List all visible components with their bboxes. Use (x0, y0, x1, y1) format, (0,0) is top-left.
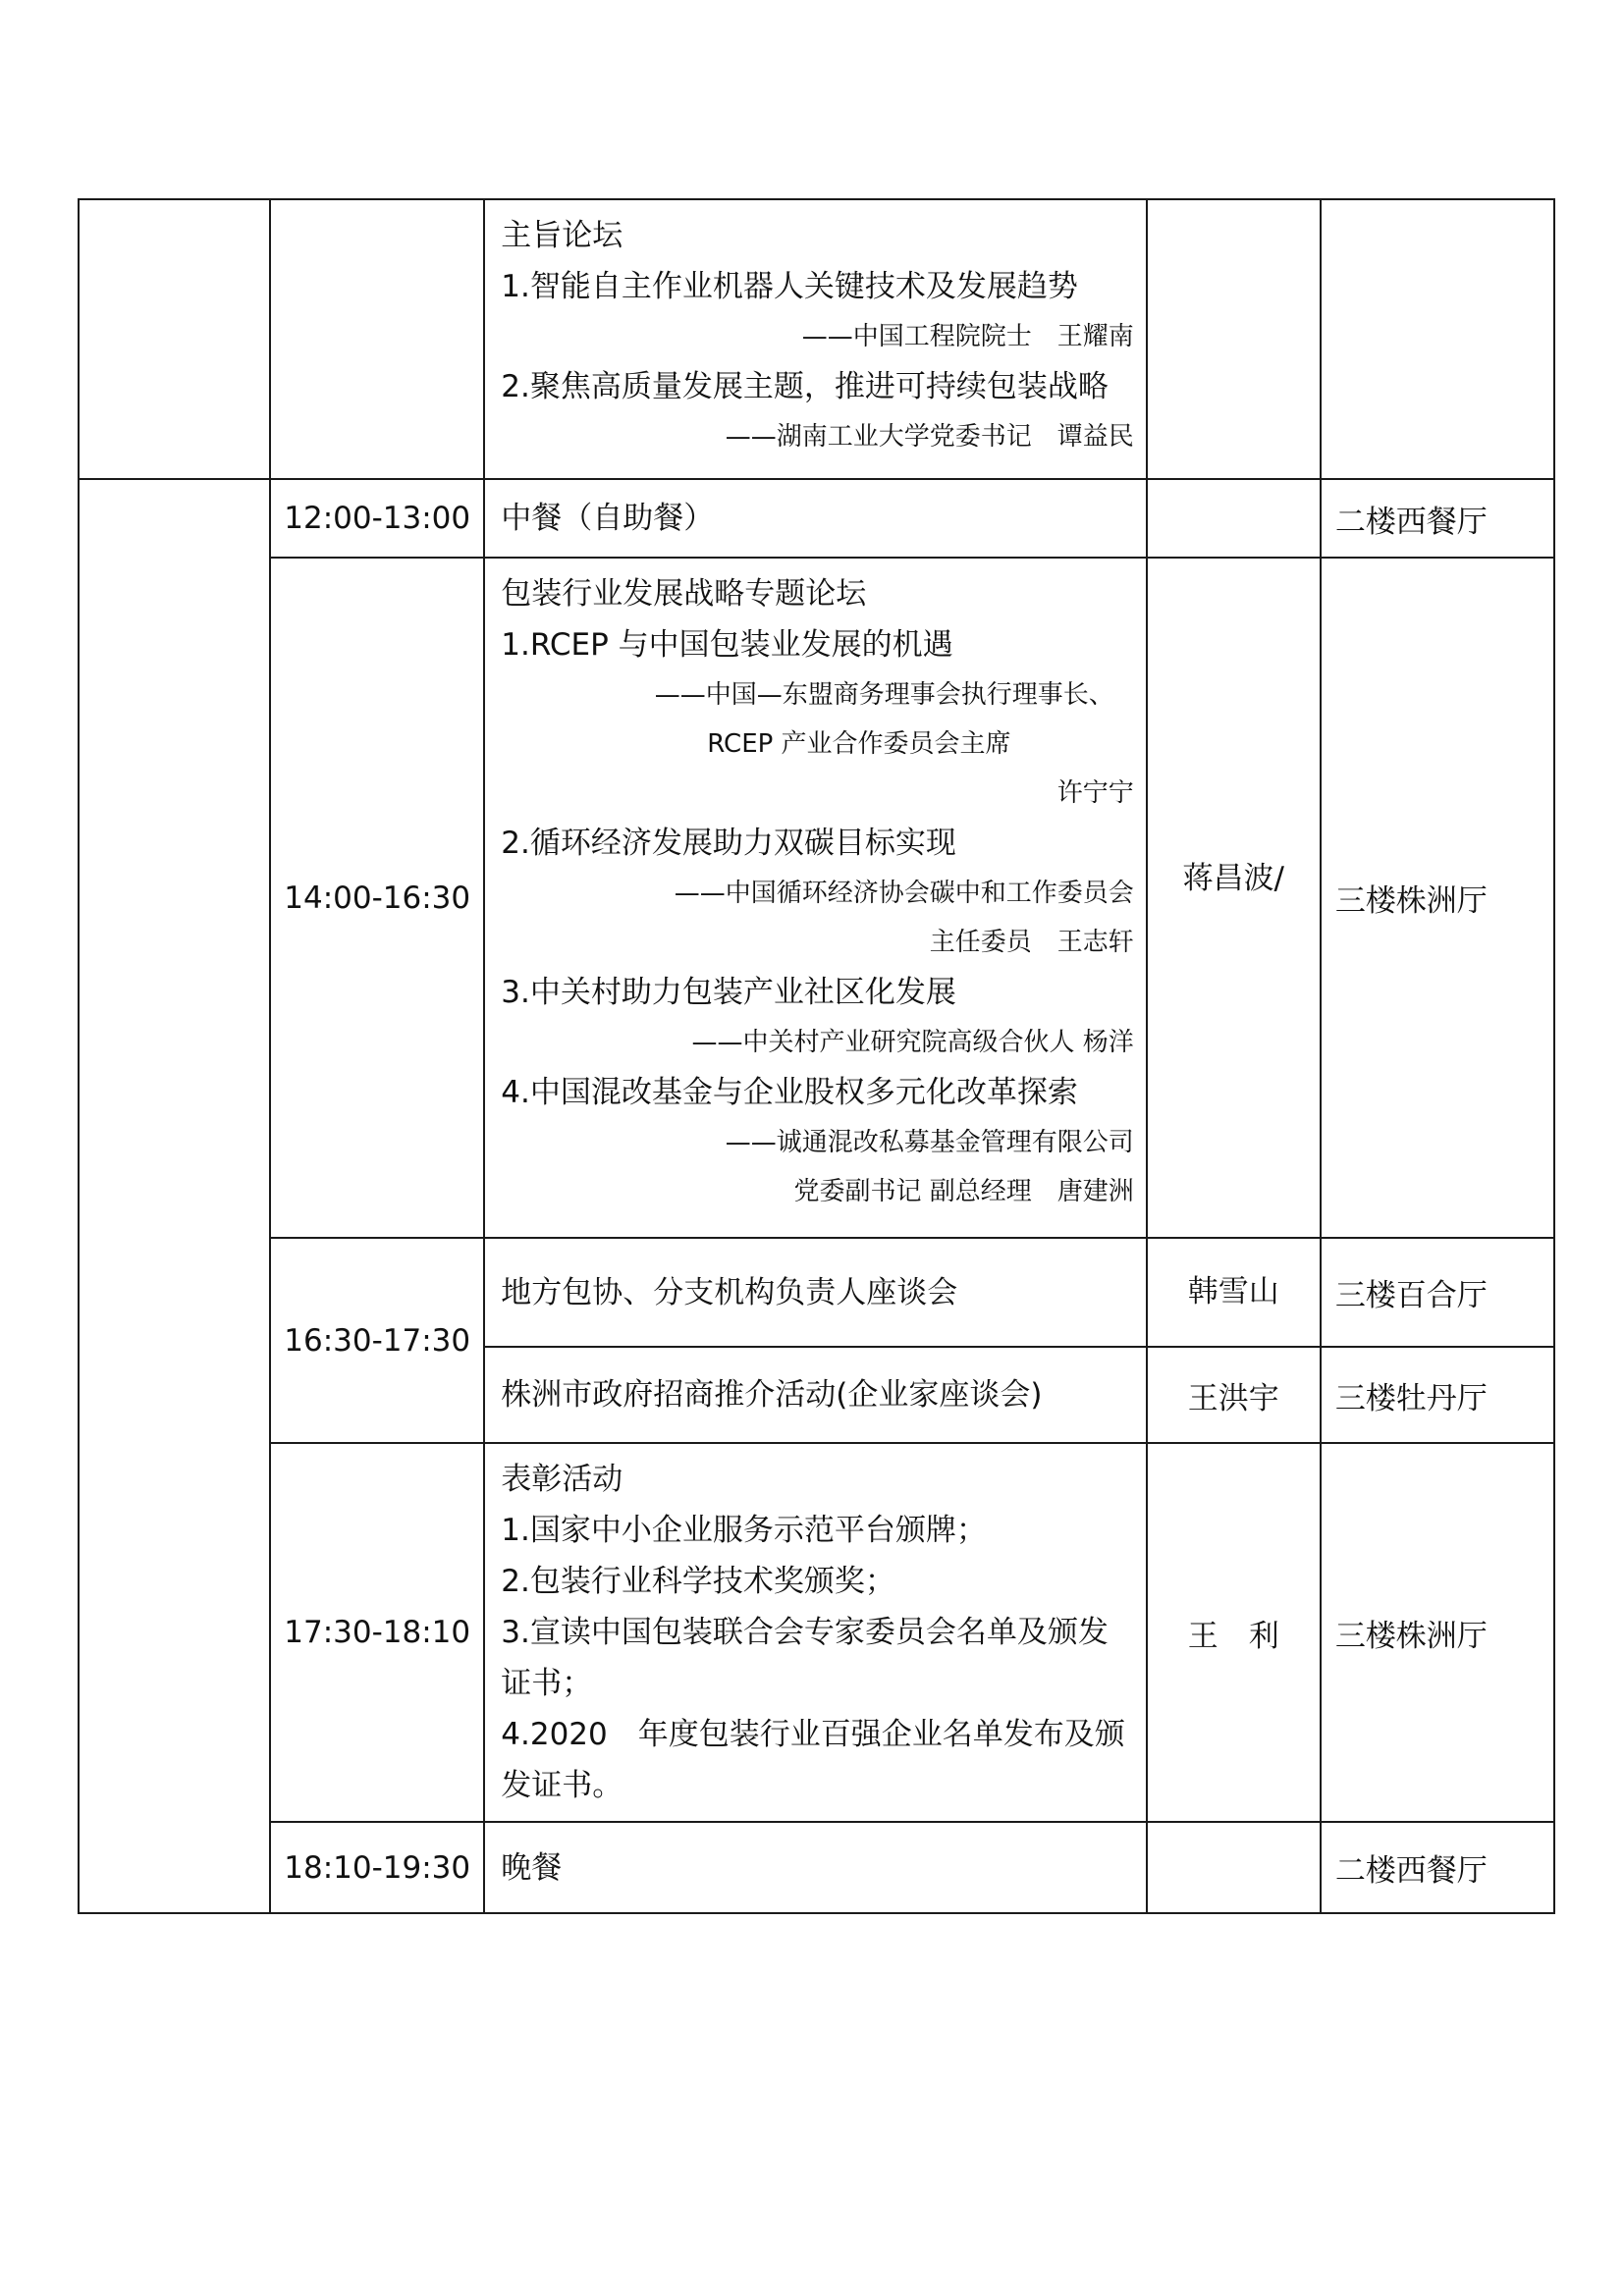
content-cell (484, 558, 1146, 1238)
host-cell: 王洪宇 (1147, 1347, 1321, 1443)
table-row (79, 479, 1554, 558)
venue-cell (1321, 199, 1554, 479)
table-row (79, 199, 1554, 479)
agenda-item: 3.中关村助力包装产业社区化发展 (501, 975, 956, 1010)
time-cell: 14:00-16:30 (270, 558, 484, 1238)
agenda-item: 4.2020 年度包装行业百强企业名单发布及颁发证书。 (501, 1717, 1125, 1803)
time-cell: 17:30-18:10 (270, 1443, 484, 1822)
content-cell (484, 1443, 1146, 1822)
table-row (79, 1443, 1554, 1822)
host-cell (1147, 479, 1321, 558)
agenda-item: 4.中国混改基金与企业股权多元化改革探索 (501, 1075, 1078, 1110)
agenda-item: 2.循环经济发展助力双碳目标实现 (501, 826, 956, 861)
speaker-line: ——中国循环经济协会碳中和工作委员会 (674, 879, 1134, 908)
date-cell (79, 199, 270, 479)
host-cell (1147, 1822, 1321, 1913)
table-row (79, 1238, 1554, 1347)
agenda-item: 3.宣读中国包装联合会专家委员会名单及颁发证书； (501, 1615, 1109, 1701)
host-cell: 王 利 (1147, 1443, 1321, 1822)
venue-cell: 三楼株洲厅 (1321, 558, 1554, 1238)
content-cell (484, 479, 1146, 558)
agenda-item: 1.智能自主作业机器人关键技术及发展趋势 (501, 269, 1078, 304)
time-cell: 12:00-13:00 (270, 479, 484, 558)
host-cell: 韩雪山 (1147, 1238, 1321, 1347)
speaker-line: RCEP 产业合作委员会主席 (707, 729, 1011, 759)
speaker-line: ——中国工程院院士 王耀南 (801, 322, 1134, 351)
content-cell (484, 199, 1146, 479)
time-cell: 18:10-19:30 (270, 1822, 484, 1913)
host-cell: 蒋昌波/ (1147, 558, 1321, 1238)
session-title: 晚餐 (501, 1849, 563, 1886)
table-row (79, 1822, 1554, 1913)
venue-cell: 三楼株洲厅 (1321, 1443, 1554, 1822)
time-cell (270, 199, 484, 479)
venue-cell: 三楼百合厅 (1321, 1238, 1554, 1347)
agenda-item: 2.聚焦高质量发展主题，推进可持续包装战略 (501, 369, 1109, 404)
session-title: 表彰活动 (501, 1462, 623, 1497)
speaker-line: 党委副书记 副总经理 唐建洲 (793, 1177, 1134, 1206)
session-title: 包装行业发展战略专题论坛 (501, 576, 867, 612)
content-cell (484, 1822, 1146, 1913)
content-cell (484, 1238, 1146, 1347)
venue-cell: 二楼西餐厅 (1321, 1822, 1554, 1913)
speaker-line: 许宁宁 (1056, 778, 1134, 808)
speaker-line: ——中国—东盟商务理事会执行理事长、 (654, 680, 1114, 710)
host-cell (1147, 199, 1321, 479)
time-cell: 16:30-17:30 (270, 1238, 484, 1443)
speaker-line: ——诚通混改私募基金管理有限公司 (725, 1128, 1134, 1157)
session-title: 主旨论坛 (501, 218, 623, 253)
venue-cell: 三楼牡丹厅 (1321, 1347, 1554, 1443)
table-row (79, 558, 1554, 1238)
speaker-line: ——湖南工业大学党委书记 谭益民 (725, 422, 1134, 452)
content-cell (484, 1347, 1146, 1443)
session-title: 地方包协、分支机构负责人座谈会 (501, 1274, 958, 1310)
session-title: 株洲市政府招商推介活动(企业家座谈会) (501, 1377, 1043, 1413)
schedule-table (78, 198, 1555, 1914)
agenda-item: 1.国家中小企业服务示范平台颁牌； (501, 1513, 987, 1548)
agenda-item: 2.包装行业科学技术奖颁奖； (501, 1564, 895, 1599)
speaker-line: ——中关村产业研究院高级合伙人 杨洋 (691, 1028, 1134, 1057)
speaker-line: 主任委员 王志轩 (929, 928, 1134, 957)
date-cell (79, 479, 270, 1913)
session-title: 中餐（自助餐） (501, 501, 715, 536)
venue-cell: 二楼西餐厅 (1321, 479, 1554, 558)
agenda-item: 1.RCEP 与中国包装业发展的机遇 (501, 627, 953, 663)
